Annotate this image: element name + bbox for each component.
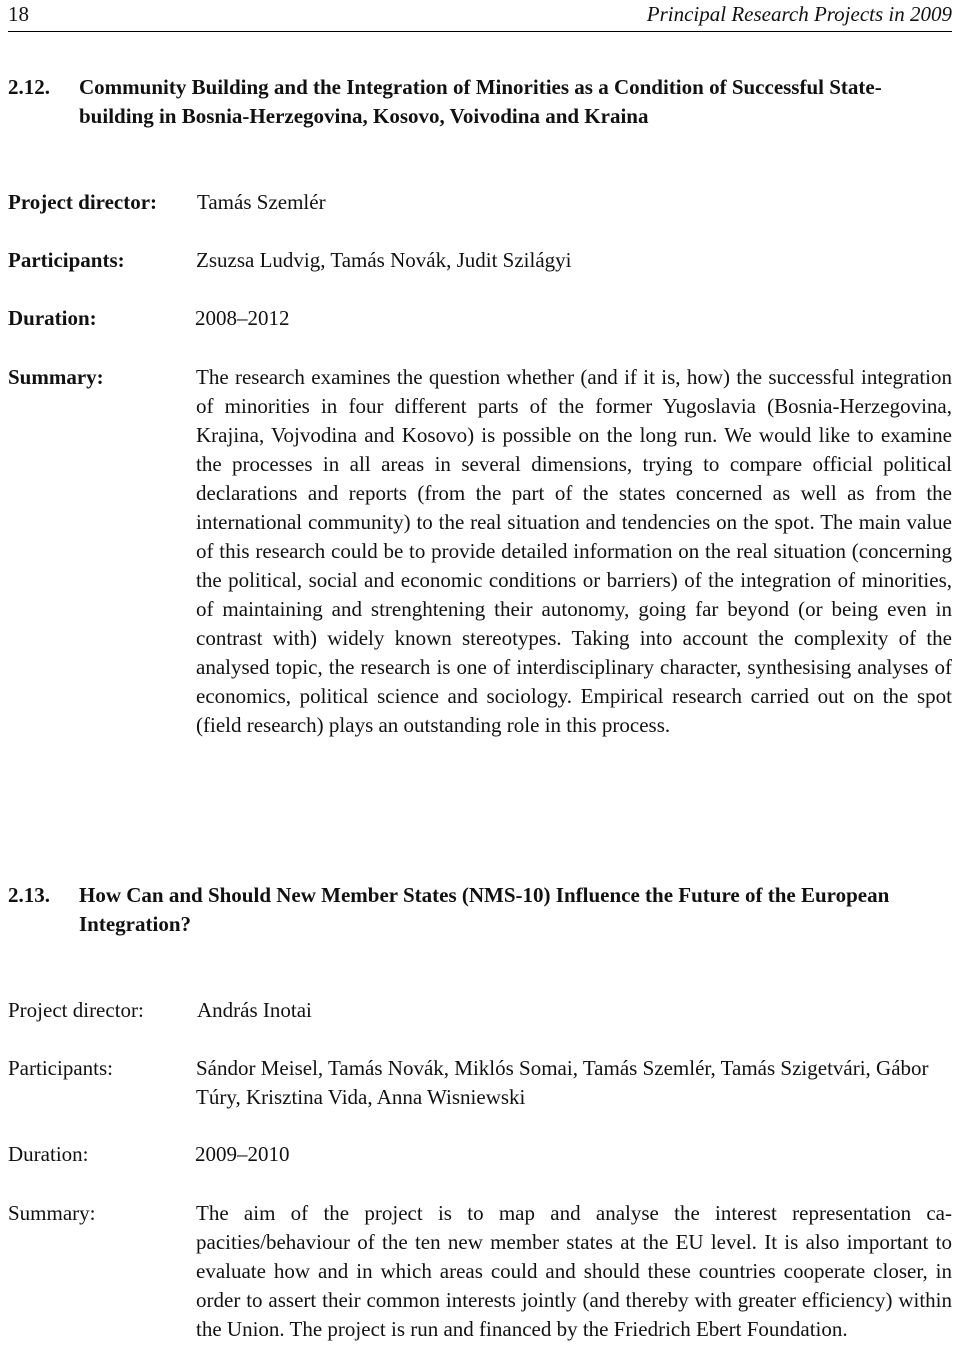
project-section: [8, 881, 952, 1341]
header-rule: [8, 31, 952, 32]
director-label: Project director:: [8, 190, 158, 214]
section-heading: [8, 881, 952, 939]
participants-label: Participants:: [8, 248, 125, 272]
section-title: How Can and Should New Member States (NMS-10) Influence the Future of the European Integration?: [79, 883, 890, 936]
running-header: [8, 0, 952, 36]
director-name: András Inotai: [197, 998, 312, 1022]
duration-value: 2009–2010: [195, 1142, 290, 1166]
project-section: [8, 73, 952, 737]
section-heading: [8, 73, 952, 131]
participants-list: Sándor Meisel, Tamás Novák, Miklós Somai, Tamás Szemlér, Tamás Szigetvári, Gábor Túry, Krisztina Vida, Anna Wisniewski: [196, 1056, 929, 1109]
duration-value: 2008–2012: [195, 306, 290, 330]
summary-label: Summary:: [8, 1201, 96, 1225]
duration-label: Duration:: [8, 306, 97, 330]
summary-text: The aim of the project is to map and analyse the interest representation capacities/behaviour of the ten new member states at the EU level. It is also important to evaluate how and in which areas could and should these countries cooperate closer, in order to assert their common interests jointly (and thereby with greater efficiency) within the Union. The project is run and financed by the Friedrich Ebert Foundation.: [196, 1201, 952, 1341]
section-number: 2.12.: [8, 75, 50, 99]
summary-text: The research examines the question whether (and if it is, how) the successful integration of minorities in four different parts of the former Yugoslavia (Bosnia-Herzegovina, Krajina, Vojvodina and Kosovo) is possible on the long run. We would like to examine the processes in all areas in several dimensions, trying to compare official political declarations and reports (from the part of the states concerned as well as from the international community) to the real situation and tendencies on the spot. The main value of this research could be to provide detailed information on the real situation (concerning the political, social and economic conditions or barriers) of the integration of minorities, of maintaining and strenghtening their autonomy, going far beyond (or being even in contrast with) widely known stereotypes. Taking into account the complexity of the analysed topic, the research is one of interdisciplinary character, synthesising analyses of economics, political science and sociology. Empirical research carried out on the spot (field research) plays an outstanding role in this process.: [196, 365, 952, 737]
participants-label: Participants:: [8, 1056, 113, 1080]
page-number: 18: [8, 2, 29, 26]
duration-label: Duration:: [8, 1142, 89, 1166]
summary-label: Summary:: [8, 365, 104, 389]
section-title: Community Building and the Integration of Minorities as a Condition of Successful State-building in Bosnia-Herzegovina, Kosovo, Voivodina and Kraina: [79, 75, 882, 128]
director-label: Project director:: [8, 998, 144, 1022]
section-number: 2.13.: [8, 883, 50, 907]
director-name: Tamás Szemlér: [197, 190, 326, 214]
participants-list: Zsuzsa Ludvig, Tamás Novák, Judit Szilágyi: [196, 248, 572, 272]
running-title: Principal Research Projects in 2009: [646, 2, 952, 26]
